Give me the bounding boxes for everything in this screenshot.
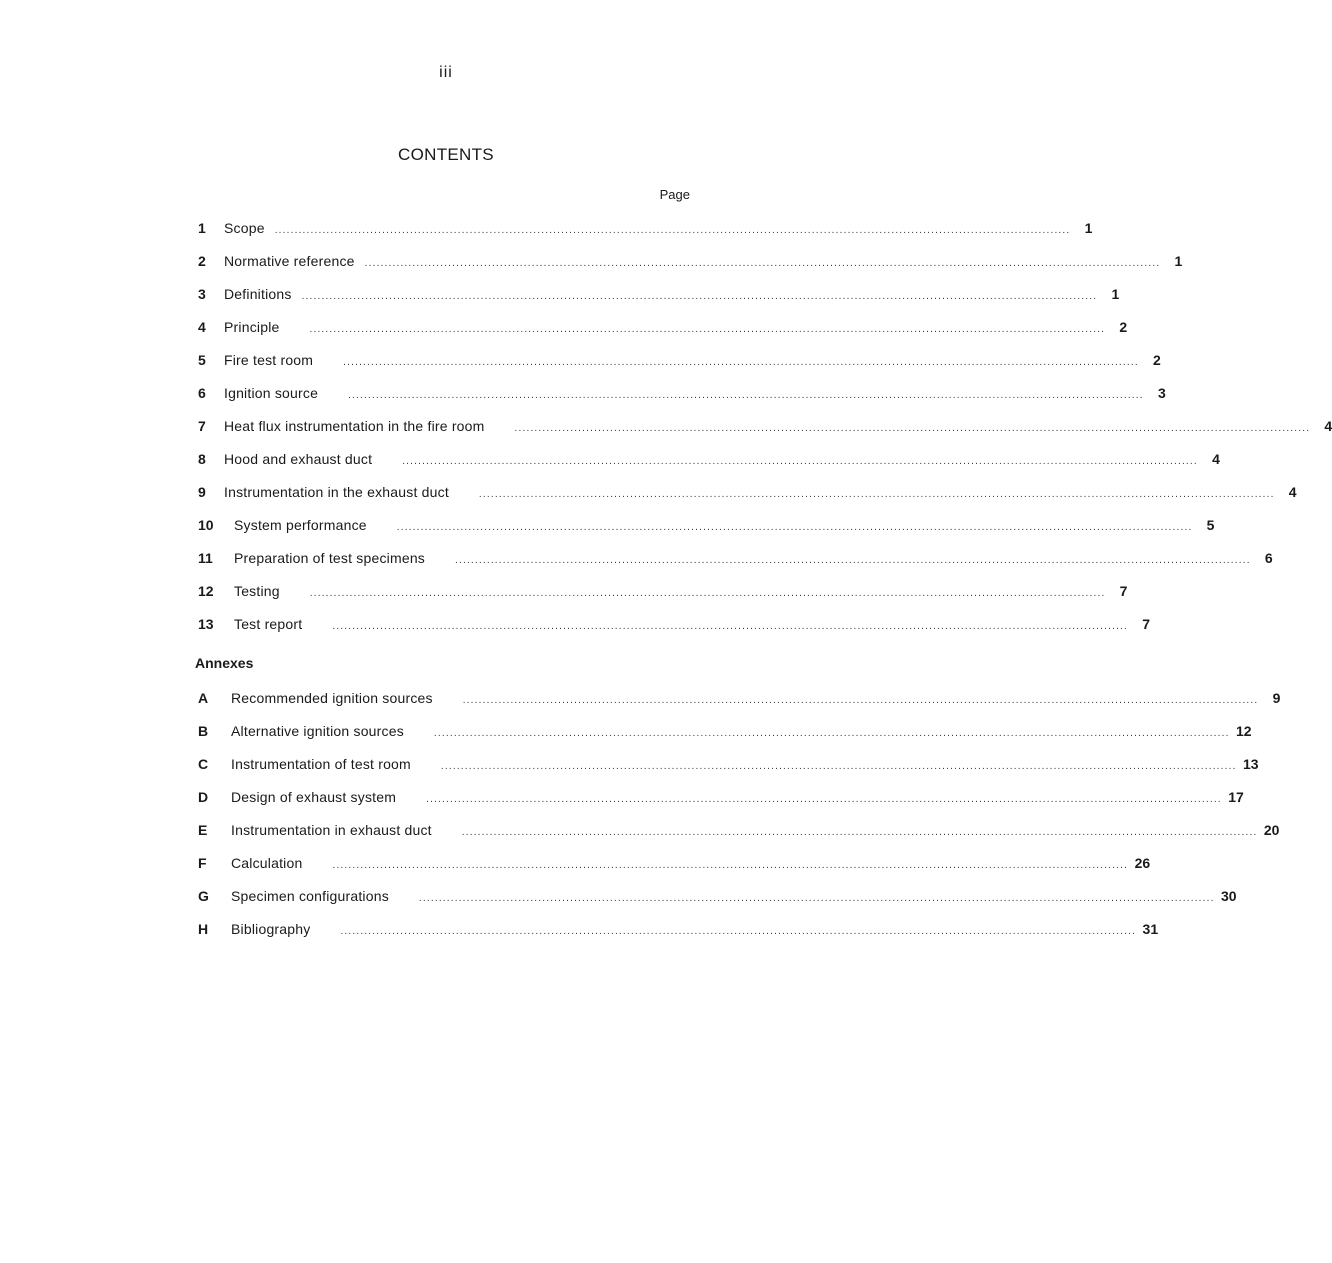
toc-entry-title: Fire test room [224, 352, 314, 368]
toc-entry-page: 1 [1111, 286, 1120, 302]
annex-entry-letter: F [198, 855, 207, 871]
leader-dots: ........................................................................................................................................................................................................ [462, 695, 1259, 706]
toc-entry[interactable] [198, 575, 1128, 608]
toc-entry-title: Scope [224, 220, 265, 236]
toc-entry-number: 11 [198, 550, 213, 566]
annex-entry[interactable] [198, 880, 1237, 913]
annex-entry[interactable] [198, 748, 1259, 781]
toc-entry-number: 4 [198, 319, 206, 335]
leader-dots: ........................................................................................................................................................................................................ [301, 291, 1098, 302]
toc-entry-number: 7 [198, 418, 206, 434]
toc-entry[interactable] [198, 443, 1220, 476]
leader-dots: ........................................................................................................................................................................................................ [274, 225, 1071, 236]
toc-entry-page: 4 [1212, 451, 1220, 467]
page-number: iii [439, 64, 453, 81]
toc-entry-number: 2 [198, 253, 206, 269]
annex-entry-letter: G [198, 888, 209, 904]
annex-entry-page: 31 [1142, 921, 1159, 937]
page-column-label: Page [659, 187, 690, 202]
annex-entry-title: Bibliography [231, 921, 311, 937]
contents-title: CONTENTS [398, 145, 494, 164]
toc-entry-title: Ignition source [224, 385, 319, 401]
leader-dots: ........................................................................................................................................................................................................ [340, 926, 1137, 937]
leader-dots: ........................................................................................................................................................................................................ [478, 489, 1275, 500]
toc-entry-number: 13 [198, 616, 214, 632]
toc-entry-number: 8 [198, 451, 206, 467]
annex-entry[interactable] [198, 913, 1159, 946]
annex-entry-page: 30 [1221, 888, 1237, 904]
toc-entry-page: 5 [1206, 517, 1215, 533]
toc-entry-number: 10 [198, 517, 214, 533]
annex-entry[interactable] [198, 814, 1280, 847]
toc-entry[interactable] [198, 311, 1128, 344]
leader-dots: ........................................................................................................................................................................................................ [514, 423, 1311, 434]
toc-entry-page: 6 [1264, 550, 1273, 566]
toc-entry-page: 7 [1142, 616, 1151, 632]
annex-entry-title: Recommended ignition sources [231, 690, 433, 706]
leader-dots: ........................................................................................................................................................................................................ [343, 357, 1139, 368]
toc-entry-title: Instrumentation in the exhaust duct [224, 484, 449, 500]
annex-entry-letter: C [198, 756, 209, 772]
toc-entry-title: Test report [234, 616, 303, 632]
leader-dots: ........................................................................................................................................................................................................ [364, 258, 1161, 269]
toc-entry-page: 4 [1324, 418, 1332, 434]
annex-entry[interactable] [198, 847, 1151, 880]
leader-dots: ........................................................................................................................................................................................................ [433, 728, 1230, 739]
toc-entry-page: 7 [1119, 583, 1128, 599]
annex-entry-title: Instrumentation in exhaust duct [231, 822, 432, 838]
annex-entry-letter: H [198, 921, 209, 937]
leader-dots: ........................................................................................................................................................................................................ [461, 827, 1258, 838]
toc-entry-number: 9 [198, 484, 206, 500]
leader-dots: ........................................................................................................................................................................................................ [402, 456, 1198, 467]
annex-entry-letter: D [198, 789, 209, 805]
annex-entry-title: Calculation [231, 855, 303, 871]
annex-list [198, 682, 1281, 946]
annex-entry-page: 17 [1228, 789, 1244, 805]
toc-entry-title: System performance [234, 517, 367, 533]
toc-entry[interactable] [198, 542, 1273, 575]
toc-entry-title: Preparation of test specimens [234, 550, 426, 566]
toc-entry-title: Normative reference [224, 253, 355, 269]
toc-entry[interactable] [198, 278, 1120, 311]
annex-entry[interactable] [198, 715, 1252, 748]
annex-entry-title: Specimen configurations [231, 888, 389, 904]
toc-entry-title: Heat flux instrumentation in the fire room [224, 418, 485, 434]
leader-dots: ........................................................................................................................................................................................................ [332, 860, 1129, 871]
leader-dots: ........................................................................................................................................................................................................ [332, 621, 1129, 632]
leader-dots: ........................................................................................................................................................................................................ [440, 761, 1237, 772]
toc-entry-title: Principle [224, 319, 280, 335]
toc-entry-number: 6 [198, 385, 206, 401]
annex-entry-title: Design of exhaust system [231, 789, 397, 805]
toc-entry[interactable] [198, 509, 1215, 542]
annex-entry[interactable] [198, 781, 1244, 814]
toc-entry-page: 4 [1288, 484, 1297, 500]
toc-entry-title: Hood and exhaust duct [224, 451, 373, 467]
annex-entry-letter: E [198, 822, 208, 838]
toc-entry[interactable] [198, 344, 1161, 377]
annex-entry-page: 12 [1236, 723, 1252, 739]
toc-entry[interactable] [198, 212, 1093, 245]
toc-entry-title: Definitions [224, 286, 292, 302]
leader-dots: ........................................................................................................................................................................................................ [348, 390, 1144, 401]
toc-entry[interactable] [198, 476, 1297, 509]
annex-entry-page: 20 [1263, 822, 1280, 838]
toc-entry[interactable] [198, 410, 1332, 443]
toc-entry-number: 12 [198, 583, 214, 599]
toc-entry[interactable] [198, 608, 1151, 641]
leader-dots: ........................................................................................................................................................................................................ [396, 522, 1193, 533]
leader-dots: ........................................................................................................................................................................................................ [418, 893, 1215, 904]
annex-entry[interactable] [198, 682, 1281, 715]
toc-entry-page: 1 [1174, 253, 1183, 269]
toc-entry-number: 5 [198, 352, 206, 368]
toc-entry-number: 3 [198, 286, 206, 302]
annex-entry-page: 26 [1134, 855, 1151, 871]
toc-entry-page: 1 [1084, 220, 1093, 236]
annex-entry-page: 13 [1243, 756, 1259, 772]
leader-dots: ........................................................................................................................................................................................................ [309, 588, 1106, 599]
toc-entry-page: 2 [1153, 352, 1161, 368]
leader-dots: ........................................................................................................................................................................................................ [309, 324, 1106, 335]
leader-dots: ........................................................................................................................................................................................................ [426, 794, 1222, 805]
annex-entry-letter: A [198, 690, 209, 706]
annex-entry-title: Instrumentation of test room [231, 756, 411, 772]
toc-entry-number: 1 [198, 220, 206, 236]
toc-entry-title: Testing [234, 583, 280, 599]
toc-entry-page: 3 [1157, 385, 1166, 401]
annexes-heading: Annexes [195, 655, 254, 671]
annex-entry-title: Alternative ignition sources [231, 723, 404, 739]
annex-entry-letter: B [198, 723, 209, 739]
annex-entry-page: 9 [1272, 690, 1281, 706]
toc-entry-page: 2 [1119, 319, 1128, 335]
leader-dots: ........................................................................................................................................................................................................ [455, 555, 1251, 566]
toc-list [198, 212, 1332, 641]
toc-entry[interactable] [198, 377, 1166, 410]
toc-entry[interactable] [198, 245, 1183, 278]
